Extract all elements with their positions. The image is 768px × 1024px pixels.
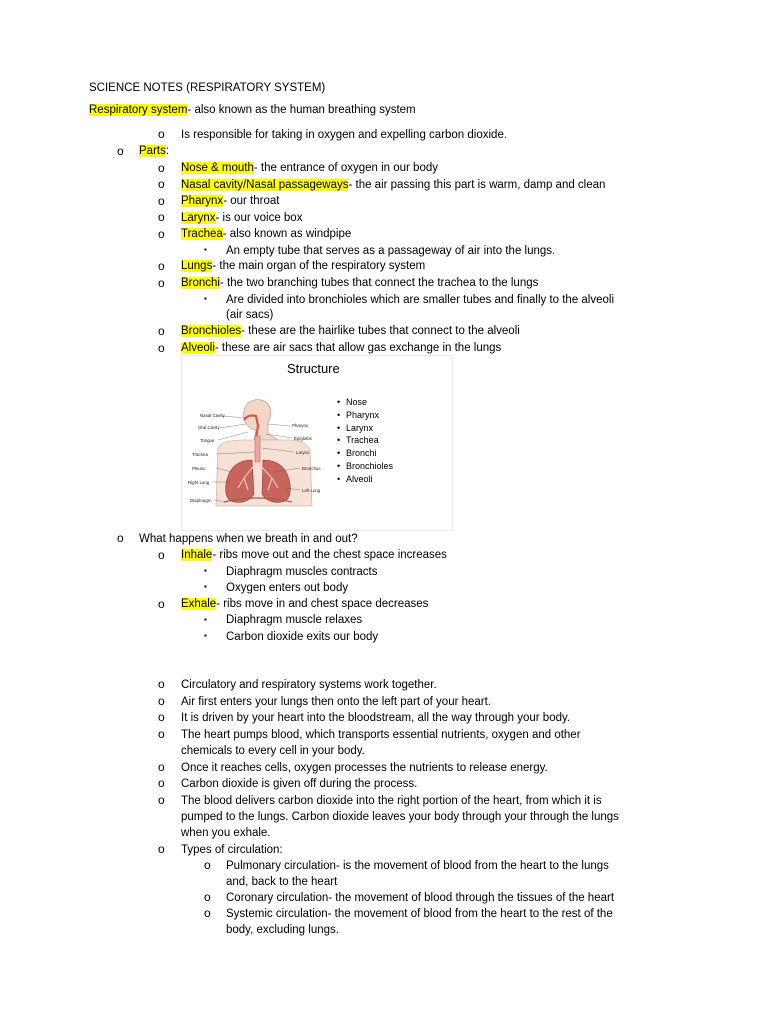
bullet-circle: o: [158, 727, 165, 741]
bullet-circle: o: [158, 210, 165, 224]
part-text: - these are air sacs that allow gas exchange in the lungs: [214, 342, 502, 354]
circulation-type-line: Systemic circulation- the movement of blood from the heart to the rest of the: [226, 908, 613, 920]
part-term: Trachea: [181, 228, 223, 240]
circulation-type-line: Coronary circulation- the movement of blood through the tissues of the heart: [226, 892, 615, 904]
diagram-label-left: Diaphragm: [190, 498, 212, 503]
bullet-circle: o: [158, 259, 165, 273]
diagram-label-left: Trachea: [192, 452, 208, 457]
diagram-label-right: Epiglottis: [294, 436, 312, 441]
diagram-list-text: Bronchi: [346, 448, 377, 459]
part-text: - also known as windpipe: [222, 228, 352, 240]
part-text: - is our voice box: [215, 212, 303, 224]
bullet-circle: o: [158, 842, 165, 856]
bullet-circle: o: [158, 677, 165, 691]
circulation-type-line: and, back to the heart: [226, 876, 338, 888]
page-title: SCIENCE NOTES (RESPIRATORY SYSTEM): [89, 82, 326, 94]
circulatory-line: when you exhale.: [181, 827, 271, 839]
part-term: Larynx: [181, 212, 216, 224]
circulation-type-line: body, excluding lungs.: [226, 924, 339, 936]
diagram-list-text: Trachea: [346, 435, 379, 446]
bullet-circle: o: [158, 760, 165, 774]
part-term: Lungs: [181, 260, 213, 272]
part-item: [181, 275, 538, 291]
diagram-list-item: • Alveoli: [337, 473, 373, 484]
parts-heading: [139, 143, 169, 159]
circulatory-line: chemicals to every cell in your body.: [181, 745, 365, 757]
bullet-square: ▪: [204, 566, 207, 575]
part-text: - the main organ of the respiratory system: [212, 260, 426, 272]
bullet-circle: o: [158, 177, 165, 191]
diagram-list-item: • Larynx: [337, 422, 374, 433]
trachea-sub: An empty tube that serves as a passageway of air into the lungs.: [226, 245, 556, 257]
diagram-list-text: Bronchioles: [346, 460, 394, 471]
diagram-list-item: • Trachea: [337, 435, 379, 446]
bronchi-sub-line: (air sacs): [226, 309, 274, 321]
part-term: Alveoli: [181, 342, 215, 354]
bullet-square: ▪: [204, 631, 207, 640]
part-item: [181, 323, 520, 339]
bullet-square: ▪: [204, 615, 207, 624]
bullet-square: ▪: [204, 294, 207, 303]
diagram-list-text: Pharynx: [346, 409, 380, 420]
bullet-circle: o: [204, 858, 211, 872]
part-item: [181, 340, 501, 356]
respiratory-structure-diagram: [181, 355, 453, 531]
part-term: Pharynx: [181, 195, 224, 207]
bullet-circle: o: [158, 793, 165, 807]
circulatory-line: Circulatory and respiratory systems work together.: [181, 679, 437, 691]
diagram-label-right: Bronchus: [302, 466, 321, 471]
bullet-circle: o: [117, 144, 124, 158]
part-item: [181, 210, 302, 226]
diagram-label-right: Larynx: [296, 450, 310, 455]
diagram-label-left: Right Lung: [188, 480, 210, 485]
diagram-label-left: Pleura: [192, 466, 205, 471]
diagram-label-left: Oral Cavity: [198, 425, 220, 430]
respiratory-anatomy-illustration: [182, 356, 452, 530]
bullet-circle: o: [117, 531, 124, 545]
exhale-text: - ribs move in and chest space decreases: [216, 598, 429, 610]
diagram-label-left: Nasal Cavity: [200, 413, 225, 418]
part-term: Bronchi: [181, 277, 220, 289]
inhale-sub: Diaphragm muscles contracts: [226, 566, 378, 578]
term-parts: Parts: [139, 145, 166, 157]
bullet-circle: o: [204, 906, 211, 920]
part-item: [181, 160, 438, 176]
exhale-sub: Carbon dioxide exits our body: [226, 631, 379, 643]
exhale-line: [181, 596, 428, 612]
bronchi-sub-line: Are divided into bronchioles which are smaller tubes and finally to the alveoli: [226, 294, 615, 306]
circulatory-line: Carbon dioxide is given off during the process.: [181, 778, 418, 790]
part-term: Nose & mouth: [181, 162, 254, 174]
bullet-circle: o: [158, 341, 165, 355]
circulatory-line: The blood delivers carbon dioxide into the right portion of the heart, from which it is: [181, 795, 602, 807]
bullet-circle: o: [158, 127, 165, 141]
diagram-list-text: Nose: [346, 397, 368, 407]
diagram-list-item: • Bronchioles: [337, 460, 394, 471]
circulatory-line: The heart pumps blood, which transports essential nutrients, oxygen and other: [181, 729, 581, 741]
bullet-circle: o: [158, 161, 165, 175]
part-item: [181, 193, 279, 209]
parts-colon: :: [165, 145, 170, 157]
intro-line: [89, 102, 416, 118]
bullet-circle: o: [158, 548, 165, 562]
diagram-label-right: Pharynx: [292, 423, 309, 428]
responsible-line: Is responsible for taking in oxygen and expelling carbon dioxide.: [181, 129, 508, 141]
diagram-structure-list: [337, 396, 393, 486]
diagram-list-text: Larynx: [346, 422, 374, 433]
diagram-list-item: • Nose: [337, 397, 368, 407]
part-text: - the two branching tubes that connect the trachea to the lungs: [220, 277, 539, 289]
part-text: - the air passing this part is warm, damp and clean: [348, 179, 606, 191]
circulatory-line: pumped to the lungs. Carbon dioxide leaves your body through your through the lungs: [181, 811, 619, 823]
bullet-square: ▪: [204, 245, 207, 254]
inhale-text: - ribs move out and the chest space increases: [212, 549, 447, 561]
diagram-list-item: • Pharynx: [337, 409, 380, 420]
circulatory-line: Types of circulation:: [181, 844, 283, 856]
part-text: - the entrance of oxygen in our body: [253, 162, 438, 174]
term-exhale: Exhale: [181, 598, 217, 610]
term-inhale: Inhale: [181, 549, 213, 561]
diagram-label-right: Left Lung: [302, 488, 321, 493]
inhale-line: [181, 547, 447, 563]
bullet-circle: o: [158, 694, 165, 708]
circulatory-line: It is driven by your heart into the bloodstream, all the way through your body.: [181, 712, 571, 724]
part-text: - these are the hairlike tubes that connect to the alveoli: [241, 325, 520, 337]
bullet-circle: o: [158, 324, 165, 338]
exhale-sub: Diaphragm muscle relaxes: [226, 614, 363, 626]
part-term: Bronchioles: [181, 325, 242, 337]
circulatory-line: Once it reaches cells, oxygen processes the nutrients to release energy.: [181, 762, 548, 774]
bullet-circle: o: [158, 597, 165, 611]
intro-definition: - also known as the human breathing system: [187, 104, 416, 116]
part-item: [181, 226, 351, 242]
diagram-title: Structure: [287, 361, 340, 376]
inhale-sub: Oxygen enters out body: [226, 582, 349, 594]
part-term: Nasal cavity/Nasal passageways: [181, 179, 349, 191]
bullet-square: ▪: [204, 582, 207, 591]
part-item: [181, 177, 605, 193]
breath-question: What happens when we breath in and out?: [139, 533, 358, 545]
diagram-label-left: Tongue: [200, 438, 215, 443]
bullet-circle: o: [204, 890, 211, 904]
diagram-list-item: • Bronchi: [337, 448, 377, 459]
part-text: - our throat: [223, 195, 280, 207]
bullet-circle: o: [158, 710, 165, 724]
diagram-list-text: Alveoli: [346, 473, 373, 484]
term-respiratory-system: Respiratory system: [89, 104, 188, 116]
bullet-circle: o: [158, 194, 165, 208]
bullet-circle: o: [158, 776, 165, 790]
circulation-type-line: Pulmonary circulation- is the movement of blood from the heart to the lungs: [226, 860, 609, 872]
bullet-circle: o: [158, 276, 165, 290]
circulatory-line: Air first enters your lungs then onto the left part of your heart.: [181, 696, 492, 708]
part-item: [181, 258, 425, 274]
bullet-circle: o: [158, 227, 165, 241]
